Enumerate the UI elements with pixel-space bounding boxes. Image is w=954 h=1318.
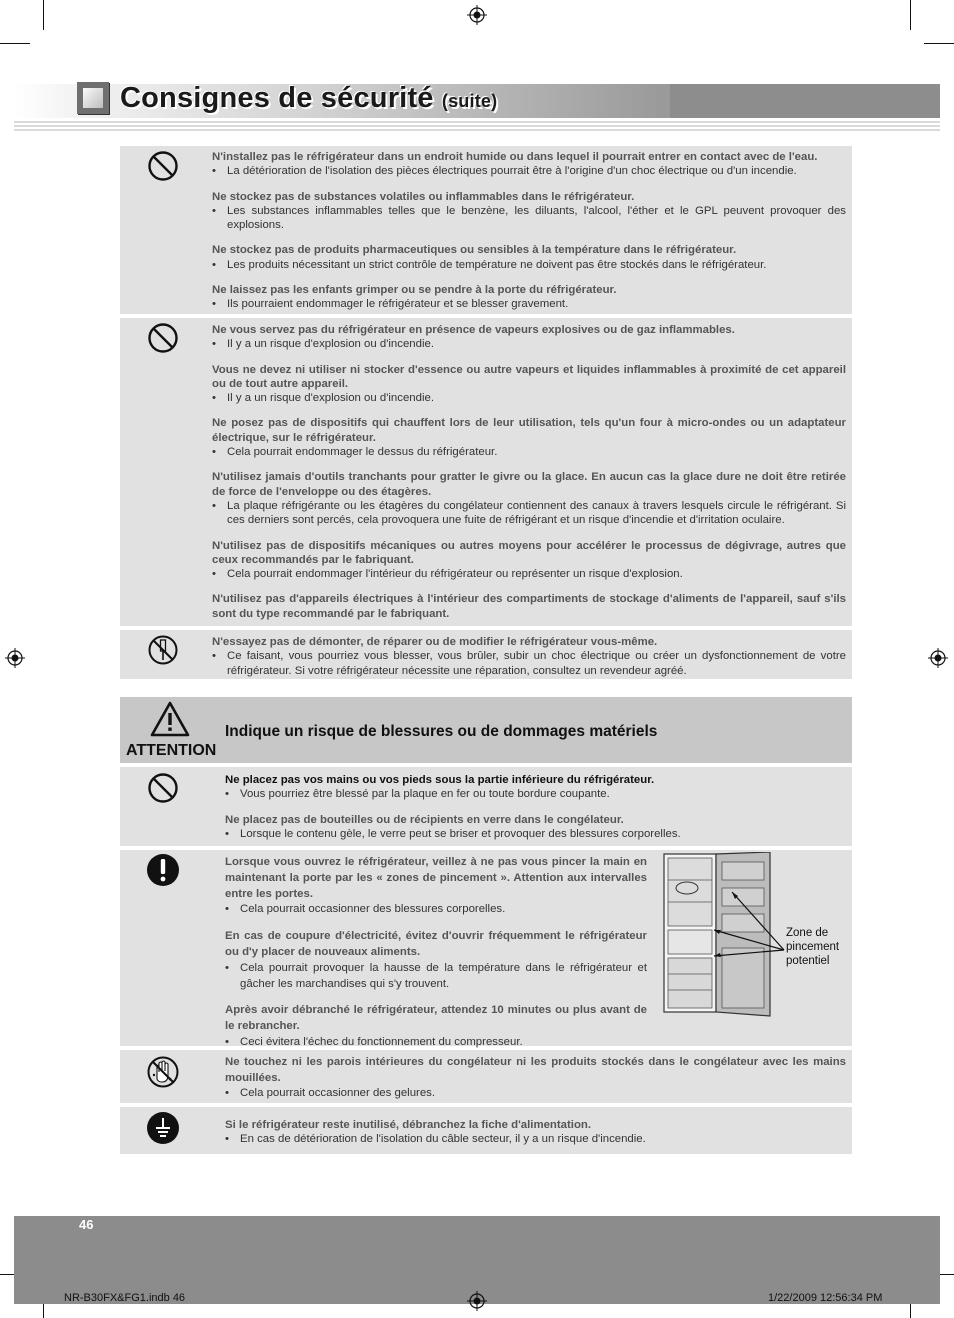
- header-square-icon: [77, 82, 109, 114]
- item-heading: Lorsque vous ouvrez le réfrigérateur, veillez à ne pas vous pincer la main en maintenant la porte par les « zones de pincement ». Attention aux intervalles entre les portes.: [225, 856, 647, 900]
- page-title: [120, 82, 497, 115]
- no-disassembly-icon: [147, 634, 179, 666]
- item-heading: Ne stockez pas de substances volatiles ou inflammables dans le réfrigérateur.: [212, 190, 635, 203]
- registration-mark-icon: [5, 648, 25, 668]
- attention-label: ATTENTION: [126, 742, 217, 759]
- print-timestamp: 1/22/2009 12:56:34 PM: [768, 1292, 883, 1304]
- caution-block-2-text: [225, 855, 647, 1051]
- header-rule: [14, 121, 940, 131]
- item-bullet: • Ceci évitera l'échec du fonctionnement du compresseur.: [225, 1035, 647, 1051]
- item-heading: Ne placez pas de bouteilles ou de récipients en verre dans le congélateur.: [225, 813, 624, 826]
- crop-mark: [43, 0, 44, 30]
- page-number: 46: [79, 1217, 94, 1232]
- item-bullet: • Cela pourrait occasionner des blessures corporelles.: [225, 902, 647, 918]
- attention-description: Indique un risque de blessures ou de dommages matériels: [225, 723, 658, 740]
- warning-block-2-text: [212, 323, 846, 621]
- no-wet-hands-icon: [146, 1055, 180, 1089]
- item-heading: Ne touchez ni les parois intérieures du congélateur ni les produits stockés dans le congélateur avec les mains mouillées.: [225, 1056, 846, 1084]
- item-heading: N'utilisez pas d'appareils électriques à l'intérieur des compartiments de stockage d'aliments de l'appareil, sauf s'ils sont du type recommandé par le fabriquant.: [212, 593, 846, 620]
- item-bullet: • Vous pourriez être blessé par la plaque en fer ou toute bordure coupante.: [225, 787, 846, 801]
- file-slug: NR-B30FX&FG1.indb 46: [64, 1292, 186, 1304]
- item-bullet: • Il y a un risque d'explosion ou d'incendie.: [212, 337, 846, 351]
- registration-mark-icon: [928, 648, 948, 668]
- item-bullet: • Cela pourrait endommager le dessus du réfrigérateur.: [212, 445, 846, 459]
- item-bullet: • La plaque réfrigérante ou les étagères du congélateur contiennent des canaux à travers lesquels circule le réfrigérant. Si ces derniers sont percés, cela provoquera une fuite de réfrigérant et un risque d'incendie et d'irritation oculaire.: [212, 499, 846, 528]
- caution-block-4-text: [225, 1118, 846, 1147]
- item-heading: Ne placez pas vos mains ou vos pieds sous la partie inférieure du réfrigérateur.: [225, 774, 655, 786]
- warning-triangle-icon: [149, 700, 191, 738]
- item-heading: Ne laissez pas les enfants grimper ou se pendre à la porte du réfrigérateur.: [212, 284, 617, 297]
- item-bullet: • En cas de détérioration de l'isolation du câble secteur, il y a un risque d'incendie.: [225, 1132, 846, 1146]
- item-heading: Si le réfrigérateur reste inutilisé, débranchez la fiche d'alimentation.: [225, 1119, 592, 1131]
- item-bullet: • La détérioration de l'isolation des pièces électriques pourrait être à l'origine d'un choc électrique ou d'un incendie.: [212, 164, 846, 178]
- prohibition-icon: [147, 772, 179, 804]
- item-bullet: • Il y a un risque d'explosion ou d'incendie.: [212, 391, 846, 405]
- caution-block-1-text: [225, 773, 846, 841]
- item-heading: N'installez pas le réfrigérateur dans un endroit humide ou dans lequel il pourrait entrer en contact avec de l'eau.: [212, 151, 818, 163]
- item-heading: Ne posez pas de dispositifs qui chauffent lors de leur utilisation, tels qu'un four à micro-ondes ou un adaptateur électrique, sur le réfrigérateur.: [212, 417, 846, 444]
- page-title-text: Consignes de sécurité: [120, 82, 434, 114]
- header-band-dark: [670, 84, 940, 118]
- item-heading: Après avoir débranché le réfrigérateur, attendez 10 minutes ou plus avant de le rebrancher.: [225, 1004, 647, 1033]
- item-bullet: • Cela pourrait provoquer la hausse de la température dans le réfrigérateur et gâcher les marchandises qui s'y trouvent.: [225, 961, 647, 993]
- item-heading: Ne vous servez pas du réfrigérateur en présence de vapeurs explosives ou de gaz inflammables.: [212, 324, 735, 336]
- item-bullet: • Ils pourraient endommager le réfrigérateur et se blesser gravement.: [212, 297, 846, 311]
- warning-block-3-text: [212, 635, 846, 678]
- item-heading: Vous ne devez ni utiliser ni stocker d'essence ou autre vapeurs et liquides inflammables à proximité de cet appareil ou de tout autre appareil.: [212, 363, 846, 390]
- item-heading: Ne stockez pas de produits pharmaceutiques ou sensibles à la température dans le réfrigérateur.: [212, 244, 737, 257]
- caution-block-3-text: [225, 1055, 846, 1102]
- item-bullet: • Les substances inflammables telles que le benzène, les diluants, l'alcool, l'éther et le GPL peuvent provoquer des explosions.: [212, 204, 846, 233]
- item-heading: N'utilisez jamais d'outils tranchants pour gratter le givre ou la glace. En aucun cas la glace dure ne doit être retirée de force de l'enveloppe ou des étagères.: [212, 471, 846, 498]
- page-title-suffix: (suite): [441, 91, 498, 111]
- unplug-icon: [146, 1111, 180, 1145]
- item-heading: En cas de coupure d'électricité, évitez d'ouvrir fréquemment le réfrigérateur ou d'y placer de nouveaux aliments.: [225, 930, 647, 958]
- item-bullet: • Cela pourrait occasionner des gelures.: [225, 1086, 846, 1102]
- prohibition-icon: [147, 150, 179, 182]
- crop-mark: [924, 43, 954, 44]
- item-heading: N'utilisez pas de dispositifs mécaniques ou autres moyens pour accélérer le processus de dégivrage, autres que ceux recommandés par le fabriquant.: [212, 539, 846, 566]
- item-bullet: • Ce faisant, vous pourriez vous blesser, vous brûler, subir un choc électrique ou créer un dysfonctionnement de votre réfrigérateur. Si votre réfrigérateur nécessite une réparation, consultez un revendeur agréé.: [212, 649, 846, 678]
- registration-mark-icon: [467, 5, 487, 25]
- prohibition-icon: [147, 322, 179, 354]
- mandatory-exclamation-icon: [146, 853, 180, 887]
- registration-mark-icon: [467, 1291, 487, 1311]
- crop-mark: [910, 0, 911, 30]
- item-heading: N'essayez pas de démonter, de réparer ou de modifier le réfrigérateur vous-même.: [212, 636, 658, 648]
- item-bullet: • Les produits nécessitant un strict contrôle de température ne doivent pas être stockés dans le réfrigérateur.: [212, 258, 846, 272]
- item-bullet: • Cela pourrait endommager l'intérieur du réfrigérateur ou représenter un risque d'explosion.: [212, 567, 846, 581]
- item-bullet: • Lorsque le contenu gèle, le verre peut se briser et provoquer des blessures corporelles.: [225, 827, 846, 841]
- crop-mark: [0, 43, 30, 44]
- warning-block-1-text: [212, 150, 846, 312]
- pinch-zone-caption: Zone de pincement potentiel: [786, 927, 840, 967]
